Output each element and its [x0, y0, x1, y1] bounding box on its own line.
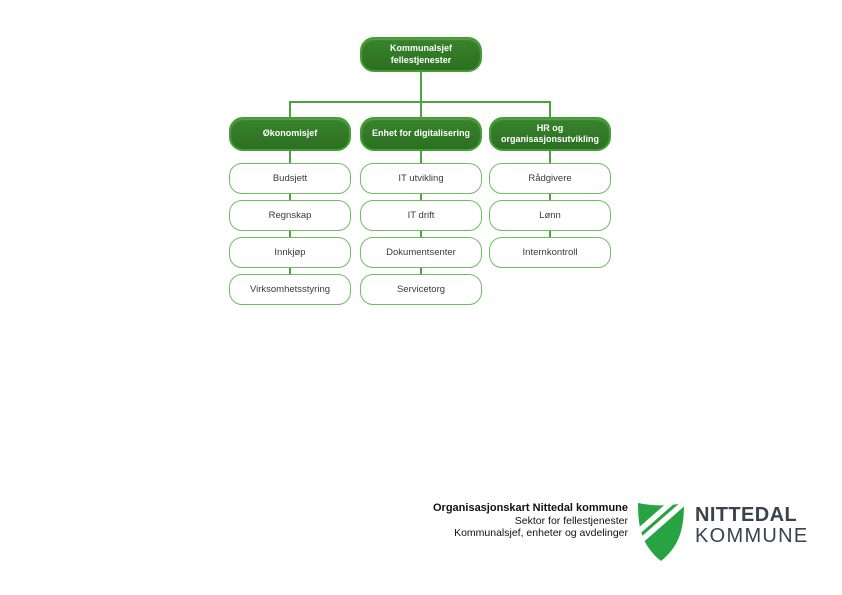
org-node-leaf [360, 200, 482, 231]
org-node-root [360, 37, 482, 72]
org-node-leaf-label: Rådgivere [528, 172, 572, 184]
org-node-leaf [489, 163, 611, 194]
org-node-leaf-label: Servicetorg [396, 283, 446, 295]
footer-caption [433, 502, 628, 539]
org-node-leaf-label: Dokumentsenter [386, 246, 456, 258]
logo-kommune: KOMMUNE [695, 525, 809, 547]
org-node-leaf-label: Innkjøp [274, 246, 306, 258]
org-node-leaf [229, 237, 351, 268]
org-node-leaf [489, 200, 611, 231]
footer-subtitle-units: Kommunalsjef, enheter og avdelinger [454, 527, 628, 539]
org-node-head-digitalisering [360, 117, 482, 151]
org-node-leaf-label: Lønn [539, 209, 561, 221]
org-node-leaf [229, 163, 351, 194]
footer-subtitle-sector: Sektor for fellestjenester [514, 515, 628, 527]
org-node-leaf [360, 237, 482, 268]
org-node-leaf [229, 200, 351, 231]
org-node-leaf-label: IT drift [407, 209, 435, 221]
connector-root-stem [420, 72, 422, 103]
org-node-leaf [489, 237, 611, 268]
org-node-leaf-label: Regnskap [268, 209, 312, 221]
shield-icon [637, 502, 685, 562]
footer-title: Organisasjonskart Nittedal kommune [433, 502, 628, 514]
org-node-root-label: Kommunalsjef fellestjenester [389, 43, 452, 65]
org-node-head-label: Enhet for digitalisering [371, 128, 470, 139]
municipality-logo [637, 502, 809, 562]
org-node-leaf-label: Virksomhetsstyring [249, 283, 331, 295]
org-node-leaf-label: Internkontroll [522, 246, 578, 258]
org-node-head-okonomisjef [229, 117, 351, 151]
org-node-leaf-label: IT utvikling [398, 172, 444, 184]
logo-name: NITTEDAL [695, 504, 798, 526]
org-node-leaf-label: Budsjett [272, 172, 308, 184]
org-node-leaf [229, 274, 351, 305]
org-node-head-hr [489, 117, 611, 151]
org-node-head-label: Økonomisjef [262, 128, 318, 139]
org-node-head-label: HR og organisasjonsutvikling [500, 122, 600, 144]
logo-text [695, 505, 809, 547]
org-node-leaf [360, 274, 482, 305]
org-node-leaf [360, 163, 482, 194]
